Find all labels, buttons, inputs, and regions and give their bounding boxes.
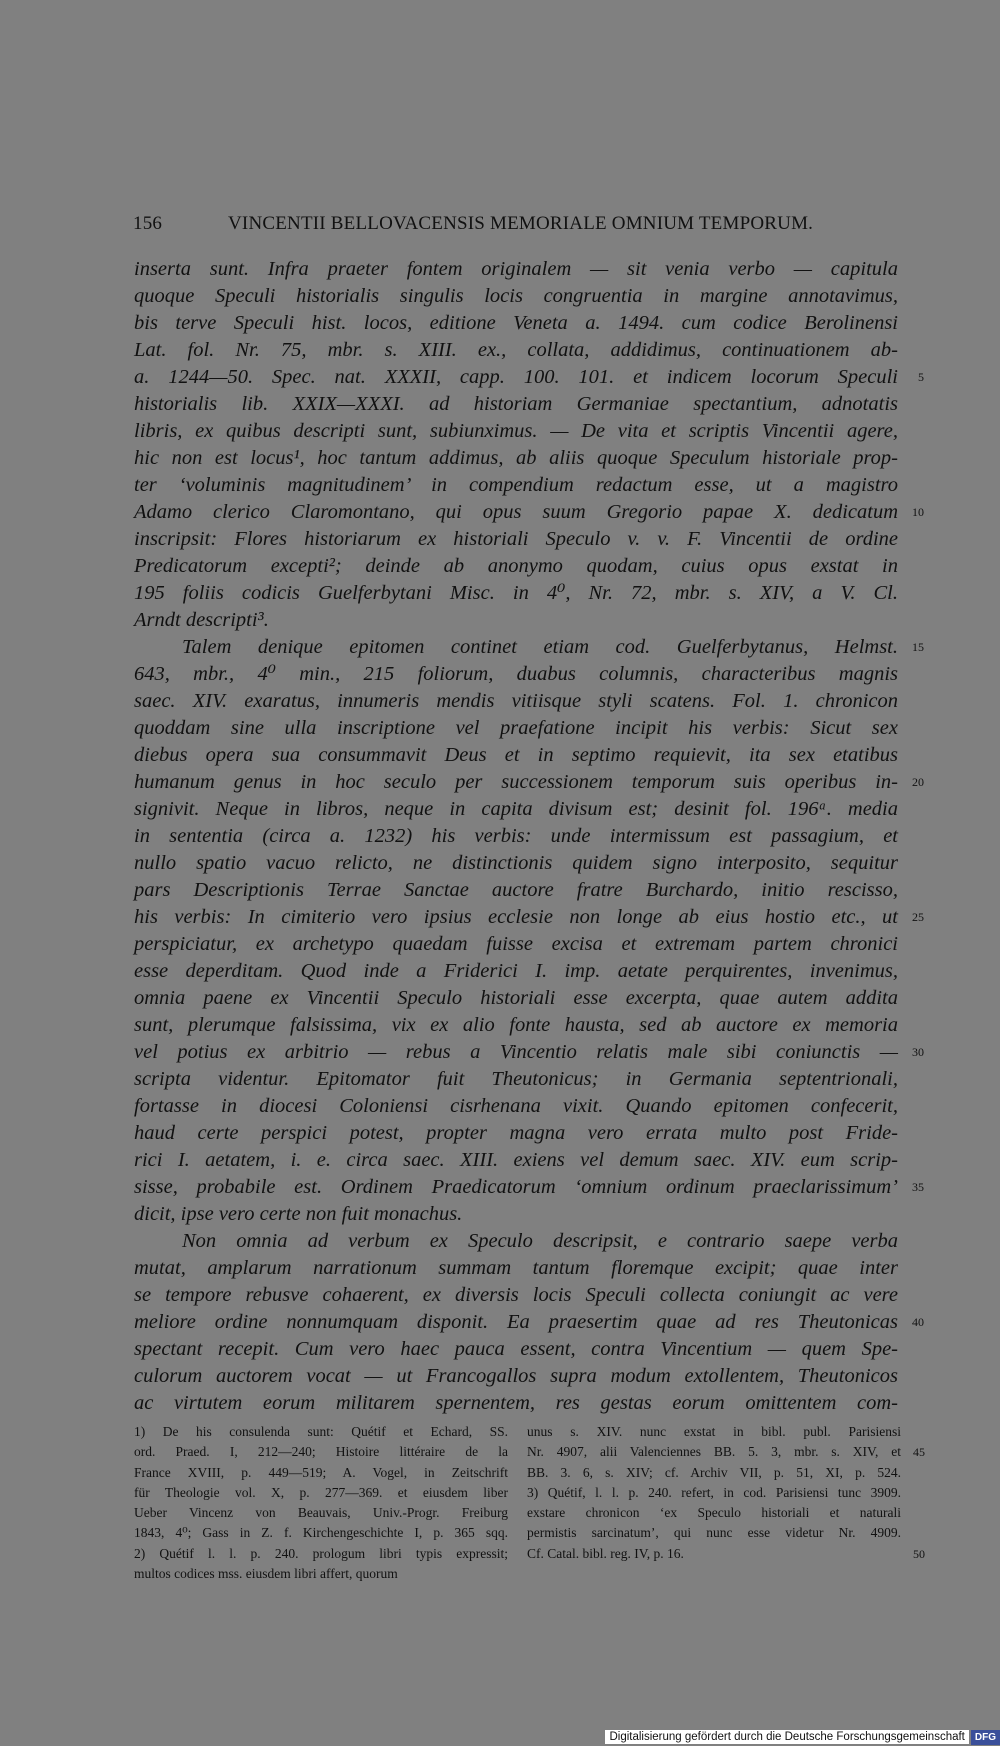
- margin-line-number: 15: [912, 640, 924, 654]
- margin-line-number: 25: [912, 910, 924, 924]
- footnote-line-text: Nr. 4907, alii Valenciennes BB. 5. 3, mbr. s. XIV, et: [527, 1444, 901, 1460]
- page-header: [133, 213, 814, 241]
- body-line-text: libris, ex quibus descripti sunt, subiunximus. — De vita et scriptis Vincentii agere,: [134, 420, 898, 442]
- body-line-text: diebus opera sua consummavit Deus et in septimo requievit, ita sex etatibus: [134, 744, 898, 766]
- body-line: [134, 499, 924, 526]
- body-line-text: Non omnia ad verbum ex Speculo descripsit, e contrario saepe verba: [182, 1230, 898, 1252]
- body-line-text: Arndt descripti³.: [134, 609, 269, 631]
- body-line-text: scripta videntur. Epitomator fuit Theutonicus; in Germania septentrionali,: [134, 1068, 898, 1090]
- margin-line-number: 50: [913, 1546, 925, 1561]
- body-line-text: omnia paene ex Vincentii Speculo historiali esse excerpta, quae autem addita: [134, 987, 898, 1009]
- body-line: [134, 1336, 898, 1363]
- body-line-text: nullo spatio vacuo relicto, ne distinctionis quidem signo interposito, sequitur: [134, 852, 898, 874]
- page-number: 156: [133, 213, 163, 234]
- running-title: VINCENTII BELLOVACENSIS MEMORIALE OMNIUM TEMPORUM.: [228, 213, 814, 234]
- footnote-line: France XVIII, p. 449—519; A. Vogel, in Zeitschrift: [134, 1464, 508, 1480]
- footnote-line-text: unus s. XIV. nunc exstat in bibl. publ. Parisiensi: [527, 1424, 901, 1439]
- body-line: [134, 1282, 898, 1309]
- footnote-line: [527, 1544, 925, 1564]
- body-line: [134, 418, 898, 445]
- body-line: [134, 823, 898, 850]
- body-line: [134, 1201, 898, 1228]
- body-line: [134, 1309, 924, 1336]
- body-line-text: quoque Speculi historialis singulis locis congruentia in margine annotavimus,: [134, 285, 898, 307]
- body-line: [134, 1012, 898, 1039]
- body-line: [134, 688, 898, 715]
- body-line: [134, 553, 898, 580]
- body-line: [134, 472, 898, 499]
- margin-line-number: 30: [912, 1045, 924, 1059]
- footer-credit-text: Digitalisierung gefördert durch die Deutsche Forschungsgemeinschaft: [605, 1730, 968, 1744]
- body-line: [134, 877, 898, 904]
- body-line-text: vel potius ex arbitrio — rebus a Vincentio relatis male sibi coniunctis —: [134, 1041, 898, 1063]
- body-line: [134, 1228, 898, 1255]
- margin-line-number: 10: [912, 505, 924, 519]
- body-line-text: historialis lib. XXIX—XXXI. ad historiam Germaniae spectantium, adnotatis: [134, 393, 898, 415]
- footnote-line: [527, 1442, 925, 1462]
- margin-line-number: 40: [912, 1315, 924, 1329]
- body-line: [134, 364, 924, 391]
- footnote-line: 1843, 4⁰; Gass in Z. f. Kirchengeschichte I, p. 365 sqq.: [134, 1525, 508, 1541]
- body-line-text: signivit. Neque in libros, neque in capita divisum est; desinit fol. 196ᵃ. media: [134, 798, 898, 820]
- body-line: [134, 1093, 898, 1120]
- footnote-line: Ueber Vincenz von Beauvais, Univ.-Progr. Freiburg: [134, 1505, 508, 1521]
- body-line-text: meliore ordine nonnumquam disponit. Ea praesertim quae ad res Theutonicas: [134, 1311, 898, 1333]
- body-line: [134, 904, 924, 931]
- body-line: [134, 661, 898, 688]
- body-line: [134, 283, 898, 310]
- body-line-text: Talem denique epitomen continet etiam cod. Guelferbytanus, Helmst.: [182, 636, 898, 658]
- body-line-text: dicit, ipse vero certe non fuit monachus.: [134, 1203, 463, 1225]
- body-line: [134, 607, 898, 634]
- body-line-text: esse deperditam. Quod inde a Friderici I. imp. aetate perquirentes, invenimus,: [134, 960, 898, 982]
- footnote-line: [527, 1523, 901, 1543]
- body-line: [134, 634, 924, 661]
- body-line-text: saec. XIV. exaratus, innumeris mendis vitiisque styli scatens. Fol. 1. chronicon: [134, 690, 898, 712]
- body-line-text: bis terve Speculi hist. locos, editione Veneta a. 1494. cum codice Berolinensi: [134, 312, 898, 334]
- body-line-text: Lat. fol. Nr. 75, mbr. s. XIII. ex., collata, addidimus, continuationem ab-: [134, 339, 898, 361]
- footnote-line: multos codices mss. eiusdem libri affert, quorum: [134, 1566, 398, 1582]
- body-line-text: Predicatorum excepti²; deinde ab anonymo quodam, cuius opus exstat in: [134, 555, 898, 577]
- body-line: [134, 337, 898, 364]
- body-line-text: ter ‘voluminis magnitudinem’ in compendium redactum esse, ut a magistro: [134, 474, 898, 496]
- footnote-line: für Theologie vol. X, p. 277—369. et eiusdem liber: [134, 1484, 508, 1500]
- body-line: [134, 1120, 898, 1147]
- body-line: [134, 1363, 898, 1390]
- margin-line-number: 20: [912, 775, 924, 789]
- body-line-text: fortasse in diocesi Coloniensi cisrhenana vixit. Quando epitomen confecerit,: [134, 1095, 898, 1117]
- body-line-text: a. 1244—50. Spec. nat. XXXII, capp. 100. 101. et indicem locorum Speculi: [134, 366, 898, 388]
- body-line: [134, 1390, 898, 1417]
- body-line-text: mutat, amplarum narrationum summam tantum floremque excipit; quae inter: [134, 1257, 898, 1279]
- body-line-text: rici I. aetatem, i. e. circa saec. XIII. exiens vel demum saec. XIV. eum scrip-: [134, 1149, 898, 1171]
- margin-line-number: 5: [918, 370, 924, 384]
- footnote-line: 1) De his consulenda sunt: Quétif et Echard, SS.: [134, 1424, 508, 1439]
- body-line: [134, 985, 898, 1012]
- body-line-text: his verbis: In cimiterio vero ipsius ecclesie non longe ab eius hostio etc., ut: [134, 906, 898, 928]
- footnote-line: ord. Praed. I, 212—240; Histoire littéraire de la: [134, 1444, 508, 1460]
- body-line: [134, 1066, 898, 1093]
- body-line-text: perspiciatur, ex archetypo quaedam fuisse excisa et extremam partem chronici: [134, 933, 898, 955]
- body-line-text: haud certe perspici potest, propter magna vero errata multo post Fride-: [134, 1122, 898, 1144]
- body-line: [134, 1039, 924, 1066]
- body-line-text: culorum auctorem vocat — ut Francogallos supra modum extollentem, Theutonicos: [134, 1365, 898, 1387]
- body-line: [134, 796, 898, 823]
- footnote-line: 2) Quétif l. l. p. 240. prologum libri typis expressit;: [134, 1545, 508, 1561]
- footnote-line-text: exstare chronicon ‘ex Speculo historiali et naturali: [527, 1505, 901, 1521]
- body-line: [134, 526, 898, 553]
- footnote-line-text: Cf. Catal. bibl. reg. IV, p. 16.: [527, 1545, 684, 1561]
- footnotes-right-column: [527, 1422, 925, 1564]
- body-line: [134, 391, 898, 418]
- body-line: [134, 1147, 898, 1174]
- body-line: [134, 958, 898, 985]
- body-line-text: in sententia (circa a. 1232) his verbis: unde intermissum est passagium, et: [134, 825, 898, 847]
- body-line-text: 195 foliis codicis Guelferbytani Misc. in 4⁰, Nr. 72, mbr. s. XIV, a V. Cl.: [134, 582, 898, 604]
- body-line: [134, 769, 924, 796]
- body-line: [134, 715, 898, 742]
- body-line-text: sunt, plerumque falsissima, vix ex alio fonte hausta, sed ab auctore ex memoria: [134, 1014, 898, 1036]
- footnote-line: [527, 1503, 901, 1523]
- footnote-line: [527, 1483, 901, 1503]
- dfg-logo: DFG: [971, 1730, 1000, 1745]
- margin-line-number: 45: [913, 1445, 925, 1460]
- body-line-text: Adamo clerico Claromontano, qui opus suum Gregorio papae X. dedicatum: [134, 501, 898, 523]
- body-line: [134, 310, 898, 337]
- footnote-line-text: 3) Quétif, l. l. p. 240. refert, in cod. Parisiensi tunc 3909.: [527, 1484, 901, 1500]
- margin-line-number: 35: [912, 1180, 924, 1194]
- body-line-text: inserta sunt. Infra praeter fontem originalem — sit venia verbo — capitula: [134, 258, 898, 280]
- body-line-text: spectant recepit. Cum vero haec pauca essent, contra Vincentium — quem Spe-: [134, 1338, 898, 1360]
- footnote-line-text: permistis sarcinatum’, qui nunc esse videtur Nr. 4909.: [527, 1525, 901, 1541]
- body-line: [134, 445, 898, 472]
- body-line-text: humanum genus in hoc seculo per successionem temporum suis operibus in-: [134, 771, 898, 793]
- body-line: [134, 1174, 924, 1201]
- body-line: [134, 931, 898, 958]
- body-line-text: ac virtutem eorum militarem spernentem, res gestas eorum omittentem com-: [134, 1392, 898, 1414]
- body-line-text: pars Descriptionis Terrae Sanctae auctore fratre Burchardo, initio rescisso,: [134, 879, 898, 901]
- digitization-footer: [605, 1728, 1000, 1746]
- body-line-text: sisse, probabile est. Ordinem Praedicatorum ‘omnium ordinum praeclarissimum’: [134, 1176, 898, 1198]
- body-line-text: 643, mbr., 4⁰ min., 215 foliorum, duabus columnis, characteribus magnis: [134, 663, 898, 685]
- body-line: [134, 742, 898, 769]
- body-line-text: hic non est locus¹, hoc tantum addimus, ab aliis quoque Speculum historiale prop-: [134, 447, 898, 469]
- body-line: [134, 580, 898, 607]
- footnote-line: [527, 1422, 901, 1442]
- body-text: [134, 256, 924, 1417]
- footnotes-left-column: [134, 1422, 508, 1584]
- body-line-text: inscripsit: Flores historiarum ex historiali Speculo v. v. F. Vincentii de ordine: [134, 528, 898, 550]
- body-line: [134, 1255, 898, 1282]
- footnote-line: [527, 1463, 901, 1483]
- body-line: [134, 850, 898, 877]
- body-line-text: quoddam sine ulla inscriptione vel praefatione incipit his verbis: Sicut sex: [134, 717, 898, 739]
- footnote-line-text: BB. 3. 6, s. XIV; cf. Archiv VII, p. 51, XI, p. 524.: [527, 1464, 901, 1480]
- body-line: [134, 256, 898, 283]
- body-line-text: se tempore rebusve cohaerent, ex diversis locis Speculi collecta coniungit ac vere: [134, 1284, 898, 1306]
